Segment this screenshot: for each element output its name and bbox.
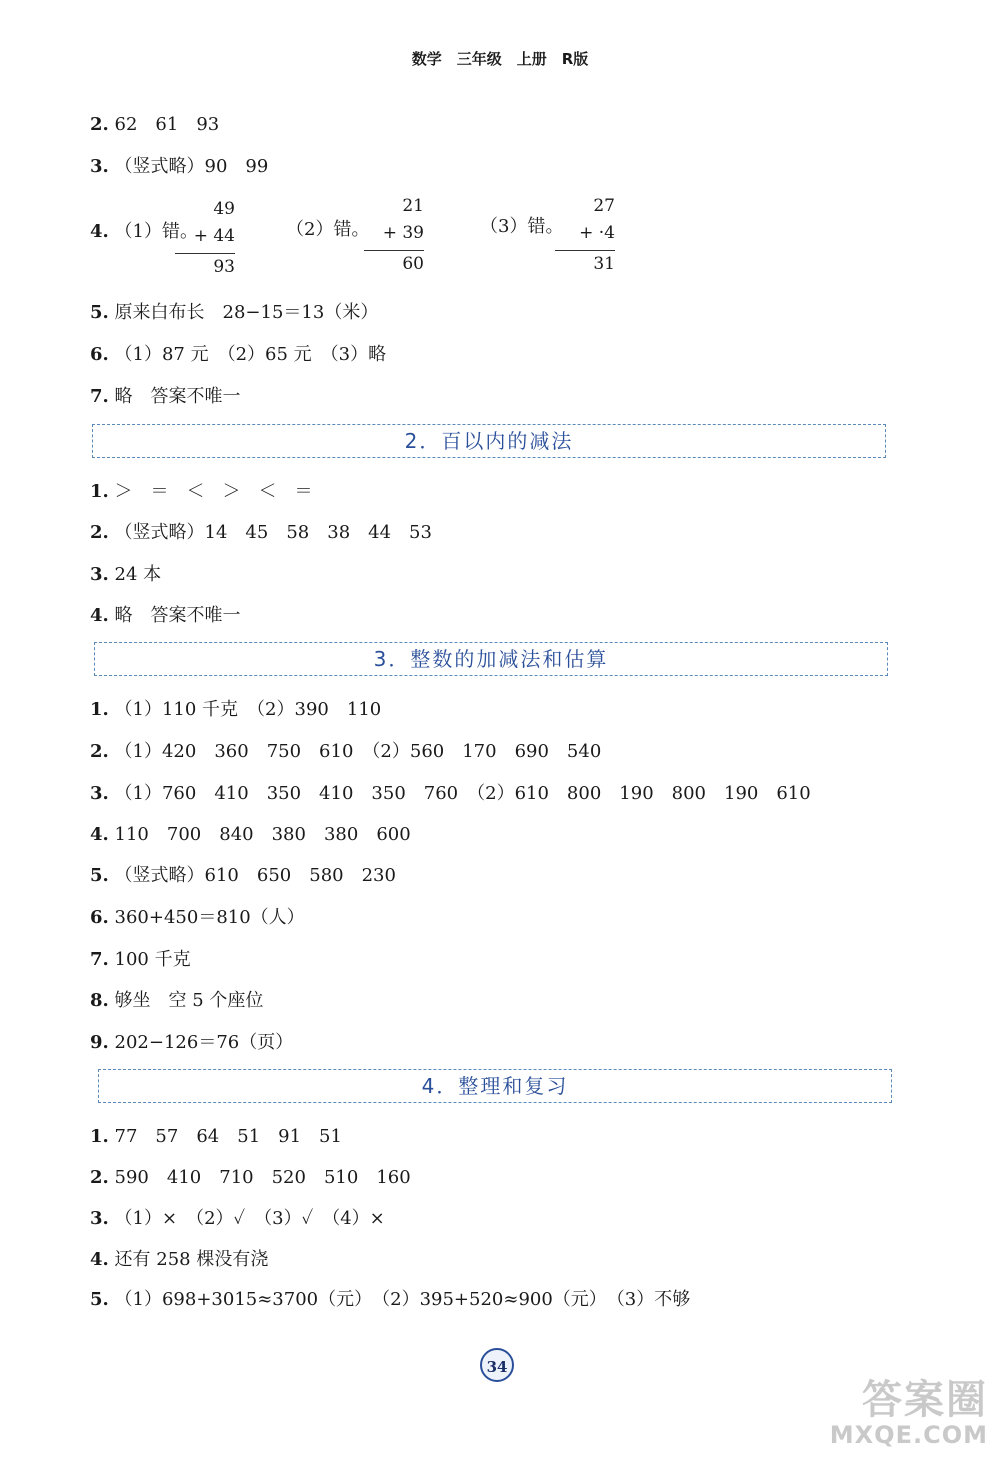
answer-3 xyxy=(90,563,161,587)
answer-4 xyxy=(90,823,411,847)
answer-number: 4. xyxy=(90,605,109,626)
answer-number: 1. xyxy=(90,699,109,720)
answer-number: 4. xyxy=(90,221,109,242)
section-heading-3 xyxy=(94,642,888,676)
answer-number: 5. xyxy=(90,302,109,323)
answer-text: 62 61 93 xyxy=(114,114,220,135)
answer-number: 5. xyxy=(90,1289,109,1310)
answer-number: 2. xyxy=(90,522,109,543)
answer-text: 原来白布长 28−15＝13（米） xyxy=(114,302,379,323)
answer-text: （1）87 元 （2）65 元 （3）略 xyxy=(114,344,387,365)
answer-4-item-3 xyxy=(480,215,563,239)
watermark-url: MXQE.COM xyxy=(829,1421,988,1449)
section-title: 4．整理和复习 xyxy=(421,1074,569,1098)
answer-4 xyxy=(90,604,241,628)
section-heading-2 xyxy=(92,424,886,458)
calc-result: 31 xyxy=(555,250,615,278)
answer-8 xyxy=(90,989,263,1013)
answer-4-item-3-label: （3）错。 xyxy=(480,216,564,237)
answer-4-item-2-label: （2）错。 xyxy=(286,219,370,240)
answer-number: 6. xyxy=(90,907,109,928)
answer-5 xyxy=(90,1288,690,1312)
calc-top: 21 xyxy=(402,196,424,216)
answer-number: 3. xyxy=(90,783,109,804)
section-title: 3．整数的加减法和估算 xyxy=(373,647,609,671)
answer-7 xyxy=(90,948,191,972)
answer-text: 110 700 840 380 380 600 xyxy=(114,824,411,845)
answer-4-item-2 xyxy=(286,218,369,242)
vertical-calc-2 xyxy=(364,193,424,278)
calc-result: 93 xyxy=(175,253,235,281)
answer-text: 360+450＝810（人） xyxy=(114,907,305,928)
answer-text: 够坐 空 5 个座位 xyxy=(114,990,264,1011)
calc-top: 49 xyxy=(213,199,235,219)
answer-5 xyxy=(90,301,378,325)
answer-text: 77 57 64 51 91 51 xyxy=(114,1126,342,1147)
watermark-logo-text: 答案圈 xyxy=(862,1377,988,1423)
answer-2 xyxy=(90,113,219,137)
calc-top: 27 xyxy=(593,196,615,216)
answer-number: 2. xyxy=(90,114,109,135)
answer-3 xyxy=(90,1207,385,1231)
watermark xyxy=(830,1378,988,1448)
answer-text: 590 410 710 520 510 160 xyxy=(114,1167,411,1188)
answer-text: （竖式略）14 45 58 38 44 53 xyxy=(114,522,432,543)
answer-text: 100 千克 xyxy=(114,949,191,970)
answer-number: 6. xyxy=(90,344,109,365)
answer-1 xyxy=(90,1125,342,1149)
answer-text: （1）110 千克 （2）390 110 xyxy=(114,699,382,720)
answer-text: （竖式略）90 99 xyxy=(114,156,269,177)
answer-6 xyxy=(90,906,305,930)
answer-7 xyxy=(90,385,241,409)
calc-addend: + 44 xyxy=(193,226,235,246)
vertical-calc-1 xyxy=(175,196,235,281)
answer-5 xyxy=(90,864,396,888)
answer-text: （1）× （2）✓ （3）✓ （4）× xyxy=(114,1208,385,1229)
answer-1 xyxy=(90,480,313,504)
section-heading-4 xyxy=(98,1069,892,1103)
section-title: 2．百以内的减法 xyxy=(404,429,574,453)
answer-number: 4. xyxy=(90,824,109,845)
answer-3 xyxy=(90,155,268,179)
answer-number: 4. xyxy=(90,1249,109,1270)
answer-4-item-1-label: （1）错。 xyxy=(114,221,198,242)
answer-2 xyxy=(90,521,432,545)
answer-number: 2. xyxy=(90,741,109,762)
answer-number: 8. xyxy=(90,990,109,1011)
answer-number: 2. xyxy=(90,1167,109,1188)
calc-addend: + 39 xyxy=(382,223,424,243)
answer-text: 还有 258 棵没有浇 xyxy=(114,1249,269,1270)
calc-result: 60 xyxy=(364,250,424,278)
answer-number: 1. xyxy=(90,1126,109,1147)
calc-addend: + ·4 xyxy=(579,223,615,243)
answer-number: 7. xyxy=(90,949,109,970)
answer-number: 1. xyxy=(90,481,109,502)
answer-text: （1）698+3015≈3700（元） （2）395+520≈900（元） （3）不够 xyxy=(114,1289,691,1310)
answer-text: （1）760 410 350 410 350 760 （2）610 800 190 800 190 610 xyxy=(114,783,811,804)
answer-2 xyxy=(90,1166,411,1190)
answer-number: 5. xyxy=(90,865,109,886)
answer-1 xyxy=(90,698,381,722)
page-number: 34 xyxy=(480,1348,514,1382)
answer-4 xyxy=(90,1248,268,1272)
answer-2 xyxy=(90,740,601,764)
answer-number: 7. xyxy=(90,386,109,407)
answer-3 xyxy=(90,782,811,806)
answer-text: （1）420 360 750 610 （2）560 170 690 540 xyxy=(114,741,602,762)
answer-text: ＞ ＝ ＜ ＞ ＜ ＝ xyxy=(114,481,313,502)
answer-text: 24 本 xyxy=(114,564,162,585)
page-header: 数学 三年级 上册 R版 xyxy=(411,50,589,68)
answer-6 xyxy=(90,343,386,367)
answer-text: 202−126＝76（页） xyxy=(114,1032,294,1053)
answer-number: 3. xyxy=(90,1208,109,1229)
answer-text: （竖式略）610 650 580 230 xyxy=(114,865,396,886)
vertical-calc-3 xyxy=(555,193,615,278)
answer-number: 9. xyxy=(90,1032,109,1053)
answer-text: 略 答案不唯一 xyxy=(114,605,241,626)
answer-9 xyxy=(90,1031,293,1055)
answer-number: 3. xyxy=(90,156,109,177)
answer-number: 3. xyxy=(90,564,109,585)
answer-text: 略 答案不唯一 xyxy=(114,386,241,407)
